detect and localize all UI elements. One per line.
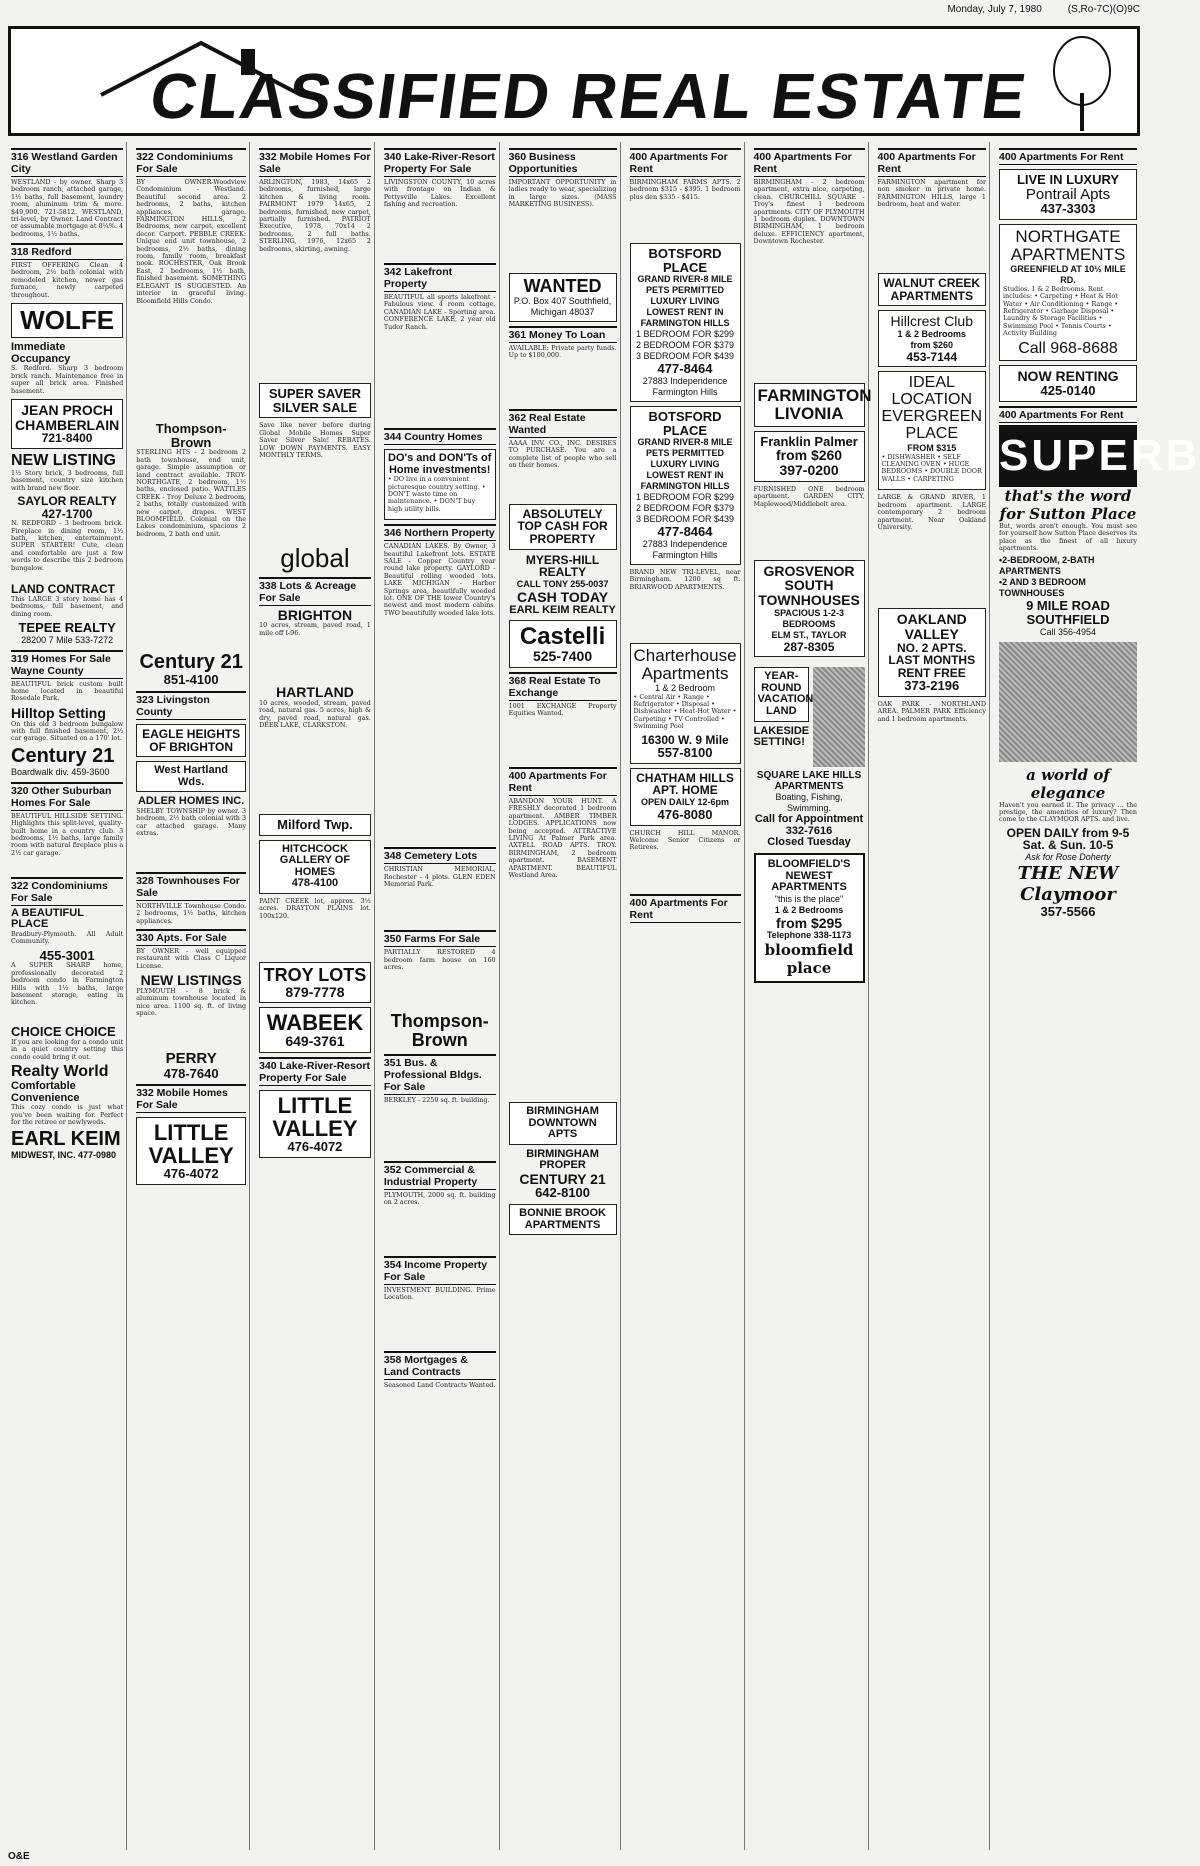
ad-headline: LAND CONTRACT: [11, 582, 115, 597]
listing-text: INVESTMENT BUILDING. Prime Location.: [383, 1285, 496, 1302]
heading-348: 348 Cemetery Lots: [384, 847, 496, 864]
building-photo: [813, 667, 865, 767]
phone-number: CALL TONY 255-0037: [516, 578, 609, 589]
grosvenor-ad: GROSVENOR SOUTH TOWNHOUSES SPACIOUS 1-2-3 BEDROOMS ELM ST., TAYLOR 287-8305: [754, 560, 865, 658]
ad-headline: Century 21: [11, 744, 115, 767]
ad-headline: Comfortable Convenience: [11, 1080, 80, 1104]
wolfe-ad: WOLFE: [11, 303, 123, 338]
ad-headline: A BEAUTIFUL PLACE: [11, 906, 84, 931]
listing-text: 10 acres, wooded, stream, paved road, natural gas. 5 acres, high & dry, paved road, natural gas. DEER LAKE, CLARKSTON.: [259, 698, 371, 730]
now-renting-ad: NOW RENTING 425-0140: [999, 365, 1137, 401]
ad-headline: NEW LISTINGS: [140, 972, 242, 989]
charterhouse-ad: Charterhouse Apartments 1 & 2 Bedroom • Central Air • Range • Refrigerator • Disposal • Dishwasher • Heat-Hot Water • Carpeting • TV Controlled • Swimming Pool 16300 W. 9 Mile 557-8100: [630, 643, 741, 764]
listing-text: FIRST OFFERING Clean 4 bedroom, 2½ bath colonial with remodeled kitchen, newer gas furnace, newly carpeted throughout.: [11, 261, 124, 299]
column-2: [133, 142, 250, 1850]
listing-text: CANADIAN LAKES. By Owner, 3 beautiful Lakefront lots. ESTATE SALE - Copper Country year round lake property. GAYLORD - Beautiful rolling wooded lots. LAKE MICHIGAN - Harbor Springs area, beautifully wooded lot. ONE OF THE lower Country's newest and most modern cabins. TWO beautifully wooded lake lots.: [383, 542, 496, 617]
column-3: [256, 142, 375, 1850]
ad-subline: Boating, Fishing, Swimming.: [775, 792, 843, 814]
franklin-palmer-ad: Franklin Palmer from $260 397-0200: [754, 431, 865, 482]
heading-346: 346 Northern Property: [384, 524, 496, 541]
ad-hours: OPEN DAILY from 9-5: [1006, 825, 1130, 840]
heading-318: 318 Redford: [11, 243, 123, 260]
heading-340: 340 Lake-River-Resort Property For Sale: [259, 1057, 371, 1086]
ad-tagline: a world of elegance: [1026, 765, 1110, 802]
listing-text: PLYMOUTH, 2000 sq. ft. building on 2 acres.: [383, 1190, 496, 1207]
evergreen-place-ad: IDEAL LOCATION EVERGREEN PLACE FROM $315 • DISHWASHER • SELF CLEANING OVEN • HUGE BEDROOMS • DOUBLE DOOR WALLS • CARPETING: [878, 371, 986, 490]
listing-text: ABANDON YOUR HUNT. A FRESHLY decorated 1 bedroom apartment. AMBER TIMBER LODGES. APPLICATIONS now being accepted. ATTRACTIVE LIVING At Palmer Park area. AXTELL ROAD APTS. TROY. BIRMINGHAM, 2 bedroom apartment. BASEMENT APARTMENT. BEAUTIFUL Westland Area.: [508, 796, 617, 880]
heading-319: 319 Homes For Sale Wayne County: [11, 650, 123, 679]
hillcrest-club-ad: Hillcrest Club 1 & 2 Bedrooms from $260 453-7144: [878, 310, 986, 367]
listing-text: AVAILABLE: Private party funds. Up to $100,000.: [508, 343, 617, 360]
farmington-livonia-ad: FARMINGTON LIVONIA: [754, 383, 865, 427]
listing-text: STERLING HTS - 2 bedroom 2 bath townhouse, end unit, garage. Simple assumption or land contract available. TROY-NORTHGATE, 2 bedroom, 1½ baths, enclosed patio. WATTLES CREEK - Troy Deluxe 2 bedroom, 2 baths, totally customized with new carpet, drapes. WEST BLOOMFIELD. Colonial on the Lakes condominium, spacious 2 bedroom, 2 bath end unit.: [136, 448, 247, 538]
heading-400: 400 Apartments For Rent: [630, 894, 741, 923]
listing-text: If you are looking for a condo unit in a quiet country setting this condo could bring it out.: [11, 1037, 124, 1061]
listing-text: Save like never before during Global Mobile Homes Super Saver Silver Sale! REBATES. LOW DOWN PAYMENTS. EASY MONTHLY TERMS.: [259, 421, 371, 459]
little-valley-ad: LITTLE VALLEY 476-4072: [136, 1117, 246, 1185]
listing-text: 10 acres, stream, paved road, 1 mile off I-96.: [259, 621, 371, 637]
heading-316: 316 Westland Garden City: [11, 148, 123, 177]
bloomfield-place-ad: BLOOMFIELD'S NEWEST APARTMENTS "this is the place" 1 & 2 Bedrooms from $295 Telephone 338-1173 bloomfield place: [754, 853, 865, 983]
listing-text: NORTHVILLE Townhouse Condo. 2 bedrooms, 1½ baths, kitchen appliances.: [136, 901, 247, 925]
bonnie-brook-ad: BONNIE BROOK APARTMENTS: [509, 1204, 617, 1235]
listing-text: N. REDFORD - 3 bedroom brick. Fireplace in dining room, 1½ bath, kitchen, entertainment. SUPER STARTER! Cute, clean and comfortable are just a few words to describe this 2 bedroom bungalow.: [11, 519, 124, 572]
wabeek-ad: WABEEK 649-3761: [259, 1007, 371, 1053]
listing-text: FARMINGTON apartment for non smoker in private home. FARMINGTON HILLS, large 1 bedroom, heat and water.: [877, 178, 986, 209]
heading-332: 332 Mobile Homes For Sale: [136, 1084, 246, 1113]
heading-342: 342 Lakefront Property: [384, 263, 496, 292]
ad-feature: •2-BEDROOM, 2-BATH APARTMENTS: [999, 555, 1095, 577]
little-valley-ad: LITTLE VALLEY 476-4072: [259, 1090, 371, 1158]
listing-text: BY OWNER - well equipped restaurant with Class C Liquor License.: [136, 946, 247, 970]
page-header: [8, 4, 1140, 20]
heading-400: 400 Apartments For Rent: [878, 148, 986, 177]
listing-text: CHURCH HILL MANOR. Welcome Senior Citizens or Retirees.: [629, 828, 741, 852]
column-6: [627, 142, 745, 1850]
heading-351: 351 Bus. & Professional Bldgs. For Sale: [384, 1054, 496, 1095]
column-9: [996, 142, 1200, 1850]
superb-banner: SUPERB: [999, 425, 1137, 487]
heading-358: 358 Mortgages & Land Contracts: [384, 1351, 496, 1380]
ad-headline: Realty World: [11, 1063, 109, 1081]
ad-headline: HARTLAND: [276, 684, 354, 701]
edition-code: (S,Ro-7C)(O)9C: [1067, 4, 1140, 15]
heading-350: 350 Farms For Sale: [384, 930, 496, 947]
ad-headline: BIRMINGHAM PROPER: [526, 1147, 599, 1172]
west-hartland-ad: West Hartland Wds.: [136, 761, 246, 792]
phone-number: 357-5566: [1040, 904, 1096, 919]
botsford-place-ad-2: BOTSFORD PLACE GRAND RIVER-8 MILE PETS PERMITTED LUXURY LIVING LOWEST RENT IN FARMINGTON HILLS 1 BEDROOM FOR $299 2 BEDROOM FOR $379 3 BEDROOM FOR $439 477-8464 27883 Independence Farmington Hills: [630, 406, 741, 565]
heading-360: 360 Business Opportunities: [509, 148, 617, 177]
ad-headline: CHOICE CHOICE: [11, 1024, 116, 1040]
tree-icon: [1047, 33, 1117, 133]
listing-text: SHELBY TOWNSHIP by owner. 3 bedroom, 2½ bath colonial with 3 car attached garage. Many extras.: [136, 806, 247, 837]
listing-text: Bradbury-Plymouth. All Adult Community.: [11, 929, 124, 946]
heading-361: 361 Money To Loan: [509, 326, 617, 343]
northgate-ad: NORTHGATE APARTMENTS GREENFIELD AT 10½ MILE RD. Studios. 1 & 2 Bedrooms. Rent includes: • Carpeting • Heat & Hot Water • Air Conditioning • Range • Refrigerator • Garbage Disposal • Laundry & Storage Facilities • Swimming Pool • Tennis Courts • Activity Building Call 968-8688: [999, 224, 1137, 361]
eagle-heights-ad: EAGLE HEIGHTS OF BRIGHTON: [136, 724, 246, 757]
listing-text: IMPORTANT OPPORTUNITY in ladies ready to wear, specializing in large sizes. (MASS MARKETING BUSINESS).: [508, 178, 617, 209]
oakland-valley-ad: OAKLAND VALLEY NO. 2 APTS. LAST MONTHS RENT FREE 373-2196: [878, 608, 986, 697]
address: Boardwalk div. 459-3600: [11, 766, 110, 777]
heading-352: 352 Commercial & Industrial Property: [384, 1161, 496, 1190]
castelli-ad: Castelli 525-7400: [509, 620, 617, 668]
listing-text: PARTIALLY RESTORED 4 bedroom farm house on 160 acres.: [383, 948, 496, 971]
dos-donts-ad: DO's and DON'Ts of Home investments! • DO live in a convenient picturesque country setting. • DON'T waste time on maintenance. • DON'T buy high utility bills.: [384, 449, 496, 520]
listing-text: BERKLEY - 2250 sq. ft. building.: [383, 1095, 490, 1104]
ad-headline: CASH TODAY: [517, 588, 609, 605]
column-4: [381, 142, 500, 1850]
troy-lots-ad: TROY LOTS 879-7778: [259, 962, 371, 1004]
listing-text: BY OWNER-Woodview Condominium - Westland. Beautiful second area. 2 bedrooms, 2 baths, kitchen appliances, garage. FARMINGTON HILLS, 2 Bedrooms, new carpet, excellent decor. Carport. PEBBLE CREEK: Unique end unit townhouse, 2 bedrooms, 2½ baths, dining room, family room, breakfast nook. ROCHESTER, Oak Brook East, 2 bedrooms, 1½ bath, finished basement. SOMETHING ELEGANT IS SUGGESTED. An interior in graceful living. Bloomfield Hills Condo.: [136, 178, 247, 305]
heading-328: 328 Townhouses For Sale: [136, 872, 246, 901]
ad-subline: Closed Tuesday: [767, 836, 851, 849]
ad-headline: Thompson-Brown: [390, 1011, 489, 1051]
listing-text: Haven't you earned it. The privacy ... the prestige, the amenities of luxury? Then come to the CLAYMOOR APTS. and live.: [999, 800, 1137, 824]
heading-400: 400 Apartments For Rent: [630, 148, 741, 177]
page-footer: O&E: [8, 1851, 30, 1862]
ad-headline: Immediate Occupancy: [11, 341, 71, 365]
column-1: [8, 142, 127, 1850]
ad-hours: Sat. & Sun. 10-5: [1022, 838, 1114, 853]
heading-362: 362 Real Estate Wanted: [509, 409, 617, 438]
listing-text: ARLINGTON, 1983, 14x65 2 bedrooms, furnished, large kitchen & living room. FAIRMONT 1979 14x65, 2 bedrooms, furnished, new carpet, partially furnished. PATRIOT Executive, 1978, 70x14 2 bedrooms, 2 full baths. STERLING, 1976, 12x65 2 bedrooms, skirting, awning.: [259, 178, 371, 253]
pontrail-ad: LIVE IN LUXURY Pontrail Apts 437-3303: [999, 169, 1137, 220]
claymoor-logo: THE NEW Claymoor: [1017, 863, 1119, 905]
listing-text: CHRISTIAN MEMORIAL, Rochester - 4 plots. GLEN EDEN Memorial Park.: [383, 865, 496, 888]
square-lake-ad: YEAR-ROUND VACATION LAND LAKESIDE SETTING!: [754, 663, 865, 771]
listing-text: Seasoned Land Contracts Wanted.: [383, 1380, 496, 1389]
listing-text: A SUPER SHARP home, professionally decorated 2 bedroom condo in Farmington Hills with 1½ baths, large basement storage, eating in kitchen.: [11, 961, 124, 1007]
masthead: [8, 26, 1140, 136]
ad-headline: ADLER HOMES INC.: [137, 795, 245, 808]
heading-332: 332 Mobile Homes For Sale: [259, 148, 371, 177]
heading-400: 400 Apartments For Rent: [509, 767, 617, 796]
ad-headline: CENTURY 21: [519, 1170, 606, 1187]
wanted-ad: WANTED P.O. Box 407 Southfield, Michigan 48037: [509, 273, 617, 322]
super-saver-ad: SUPER SAVER SILVER SALE: [259, 383, 371, 418]
listing-text: LIVINGSTON COUNTY, 10 acres with frontage on Indian & Pettysville Lakes. Excellent fishing and recreation.: [383, 178, 496, 209]
column-5: [506, 142, 621, 1850]
listing-text: This LARGE 3 story home has 4 bedrooms, full basement, and dining room.: [11, 594, 124, 618]
ad-headline: PERRY: [165, 1049, 217, 1067]
ad-headline: EARL KEIM REALTY: [509, 603, 616, 616]
listing-text: On this old 3 bedroom bungalow with full finished basement, 2½ car garage. Situated on a 170' lot.: [11, 719, 124, 743]
ad-headline: SOUTHFIELD: [1026, 611, 1110, 627]
listing-text: BEAUTIFUL HILLSIDE SETTING. Highlights this split-level, quality-built home in a country club. 3 bedrooms, 1½ baths, large family room with natural fireplace plus a 2½ car garage.: [11, 811, 124, 857]
milford-ad: Milford Twp.: [259, 814, 371, 836]
ad-headline: EARL KEIM: [11, 1128, 121, 1151]
ad-headline: Thompson-Brown: [155, 421, 227, 450]
phone-number: 455-3001: [39, 947, 95, 963]
listing-text: PAINT CREEK lot, approx. 3½ acres. DRAYTON PLAINS lot. 100x120.: [259, 896, 371, 920]
phone-number: 642-8100: [535, 1185, 591, 1201]
hitchcock-ad: HITCHCOCK GALLERY OF HOMES 478-4100: [259, 840, 371, 894]
phone-number: 332-7616: [785, 824, 833, 837]
listing-text: OAK PARK - NORTHLAND AREA. PALMER PARK Efficiency and 1 bedroom apartments.: [877, 700, 986, 723]
heading-368: 368 Real Estate To Exchange: [509, 672, 617, 701]
heading-323: 323 Livingston County: [136, 691, 246, 720]
jean-proch-ad: JEAN PROCH CHAMBERLAIN 721-8400: [11, 399, 123, 449]
classified-columns: [8, 142, 1200, 1850]
ad-tagline: that's the word for Sutton Place: [999, 486, 1137, 523]
phone-number: 478-7640: [163, 1065, 219, 1081]
global-logo: global: [280, 543, 350, 574]
heading-322: 322 Condominiums For Sale: [11, 877, 123, 906]
listing-text: PLYMOUTH - 8 brick & aluminum townhouse located in nice area. 1100 sq. ft. of living space.: [136, 986, 247, 1018]
heading-400: 400 Apartments For Rent: [754, 148, 865, 177]
ad-headline: Century 21: [139, 651, 243, 674]
section-title: CLASSIFIED REAL ESTATE: [145, 60, 1033, 132]
listing-text: FURNISHED ONE bedroom apartment. GARDEN CITY, Maplewood/Middlebelt area.: [753, 484, 865, 508]
listing-text: This cozy condo is just what you've been waiting for. Perfect for the retiree or newlyweds.: [11, 1103, 124, 1126]
phone-number: Call 356-4954: [1039, 626, 1097, 637]
chatham-hills-ad: CHATHAM HILLS APT. HOME OPEN DAILY 12-6pm 476-8080: [630, 768, 741, 826]
heading-400: 400 Apartments For Rent: [999, 406, 1137, 423]
heading-322: 322 Condominiums For Sale: [136, 148, 246, 177]
ad-headline: NEW LISTING: [11, 452, 116, 470]
listing-text: BRAND NEW TRI-LEVEL, near Birmingham. 1200 sq ft. BRIARWOOD APARTMENTS.: [629, 567, 741, 591]
listing-text: But, words aren't enough. You must see for yourself how Sutton Place deserves its place as the finest of all luxury apartments.: [999, 521, 1137, 552]
botsford-place-ad: BOTSFORD PLACE GRAND RIVER-8 MILE PETS PERMITTED LUXURY LIVING LOWEST RENT IN FARMINGTON HILLS 1 BEDROOM FOR $299 2 BEDROOM FOR $379 3 BEDROOM FOR $439 477-8464 27883 Independence Farmington Hills: [630, 243, 741, 402]
column-8: [875, 142, 990, 1850]
ad-headline: TEPEE REALTY: [18, 620, 116, 636]
top-cash-ad: ABSOLUTELY TOP CASH FOR PROPERTY: [509, 504, 617, 550]
birmingham-downtown-ad: BIRMINGHAM DOWNTOWN APTS: [509, 1102, 617, 1145]
listing-text: LARGE & GRAND RIVER, 1 bedroom apartment. LARGE contemporary 2 bedroom apartment. Near Oakland University.: [877, 493, 986, 531]
listing-text: WESTLAND - by owner. Sharp 3 bedroom ranch, attached garage, 1½ baths, full basement, laundry room, aluminum trim & more. $49,900. 721-5812. WESTLAND, tri-level, by Owner. Land Contract or assumable mortgage at 8¼%. 4 bedrooms, 1½ baths.: [11, 178, 124, 238]
ad-headline: MYERS-HILL REALTY: [525, 552, 600, 580]
heading-340: 340 Lake-River-Resort Property For Sale: [384, 148, 496, 177]
column-7: [751, 142, 872, 1850]
issue-date: Monday, July 7, 1980: [947, 4, 1042, 15]
ad-headline: SAYLOR REALTY: [17, 494, 117, 509]
phone-number: 427-1700: [41, 506, 93, 521]
ad-feature: •2 AND 3 BEDROOM TOWNHOUSES: [999, 577, 1086, 599]
walnut-creek-ad: WALNUT CREEK APARTMENTS: [878, 273, 986, 306]
heading-354: 354 Income Property For Sale: [384, 1256, 496, 1285]
listing-text: BIRMINGHAM FARMS APTS. 2 bedroom $315 - $395. 1 bedroom plus den $335 - $415.: [629, 178, 741, 201]
listing-text: S. Redford. Sharp 3 bedroom brick ranch. Maintenance free in super all brick area. Finished basement.: [11, 364, 124, 395]
ad-headline: Call for Appointment: [754, 813, 864, 826]
listing-text: 1001 EXCHANGE Property Equities Wanted.: [508, 701, 617, 718]
heading-320: 320 Other Suburban Homes For Sale: [11, 782, 123, 811]
ad-headline: 9 MILE ROAD: [1026, 598, 1110, 614]
heading-330: 330 Apts. For Sale: [136, 929, 246, 946]
ad-headline: Hilltop Setting: [11, 704, 106, 721]
listing-text: 1½ Story brick, 3 bedrooms, full basement, country size kitchen with brand new floor.: [11, 468, 124, 492]
address: 28200 7 Mile 533-7272: [21, 634, 114, 645]
ad-headline: BRIGHTON: [277, 606, 353, 623]
address: MIDWEST, INC. 477-0980: [11, 1150, 117, 1161]
heading-344: 344 Country Homes: [384, 428, 496, 445]
listing-text: BEAUTIFUL all sports lakefront - Fabulous view. 4 room cottage. CANADIAN LAKE - Sporting area. CONFERENCE LAKE, 2 year old Tudor Ranch.: [383, 293, 496, 331]
heading-338: 338 Lots & Acreage For Sale: [259, 577, 371, 606]
listing-text: AAAA INV. CO., INC. DESIRES TO PURCHASE. You are a complete list of people who sell on their homes.: [508, 438, 617, 470]
listing-text: BEAUTIFUL brick custom built home located in beautiful Rosedale Park.: [11, 679, 124, 703]
ad-headline: SQUARE LAKE HILLS APARTMENTS: [756, 770, 862, 792]
claymoor-photo: [999, 642, 1137, 762]
listing-text: BIRMINGHAM - 2 bedroom apartment, extra nice, carpeting, clean. CHURCHILL SQUARE - Troy's finest 1 bedroom apartments. CITY OF PLYMOUTH 1 bedroom duplex. DOWNTOWN BIRMINGHAM, 1 bedroom deluxe. EFFICIENCY apartment, Downtown Rochester.: [753, 178, 865, 246]
ad-contact: Ask for Rose Doherty: [1025, 852, 1111, 862]
phone-number: 851-4100: [163, 672, 219, 688]
heading-400: 400 Apartments For Rent: [999, 148, 1137, 165]
